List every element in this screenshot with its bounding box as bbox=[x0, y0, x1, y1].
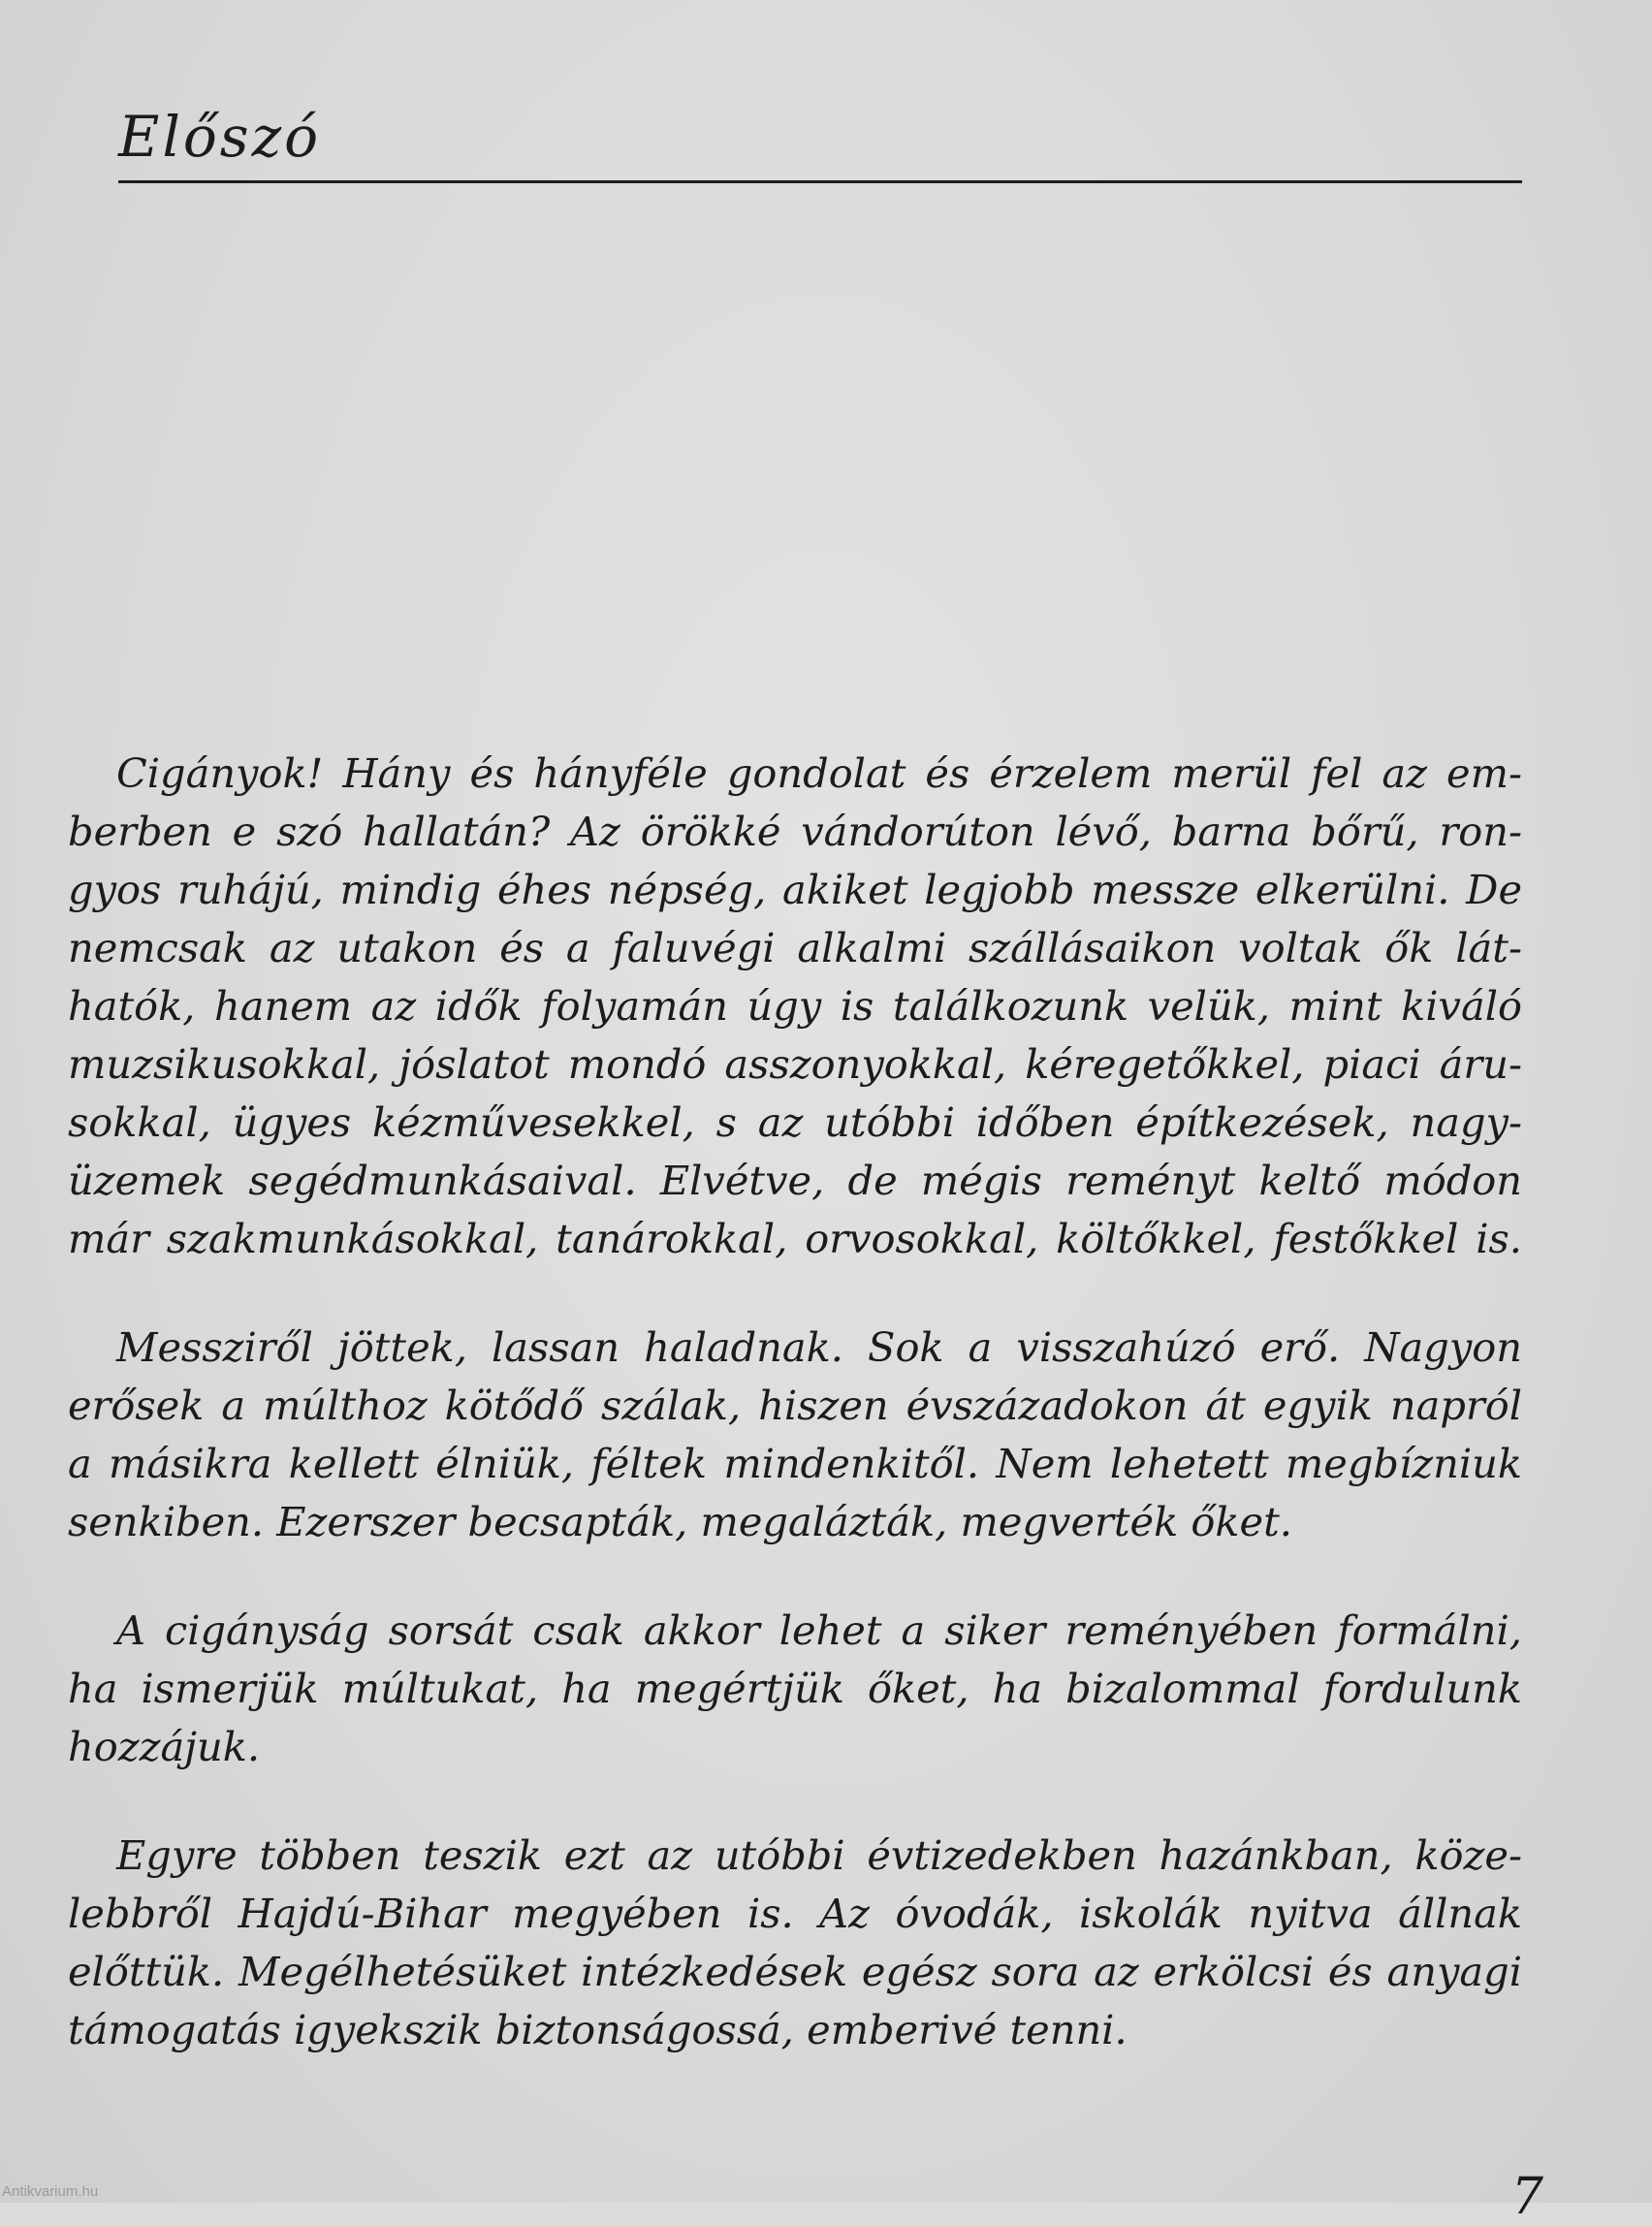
text-line: nemcsak az utakon és a faluvégi alkalmi szállásaikon voltak ők lát- bbox=[68, 924, 1522, 971]
text-line: erősek a múlthoz kötődő szálak, hiszen évszázadokon át egyik napról bbox=[68, 1382, 1522, 1429]
text-line: támogatás igyekszik biztonságossá, emberivé tenni. bbox=[68, 2006, 1128, 2053]
text-line: üzemek segédmunkásaival. Elvétve, de mégis reményt keltő módon bbox=[68, 1157, 1522, 1204]
paragraph-2 bbox=[68, 1319, 1522, 1551]
text-line: berben e szó hallatán? Az örökké vándorúton lévő, barna bőrű, ron- bbox=[68, 808, 1522, 855]
text-line: Egyre többen teszik ezt az utóbbi évtizedekben hazánkban, köze- bbox=[116, 1831, 1522, 1879]
paragraph-4 bbox=[68, 1827, 1522, 2059]
text-line: a másikra kellett élniük, féltek mindenkitől. Nem lehetett megbízniuk bbox=[68, 1440, 1522, 1487]
text-line: Messziről jöttek, lassan haladnak. Sok a visszahúzó erő. Nagyon bbox=[116, 1323, 1522, 1371]
paragraph-3 bbox=[68, 1602, 1522, 1776]
text-line: hozzájuk. bbox=[68, 1723, 261, 1770]
page-title: Előszó bbox=[118, 104, 322, 170]
watermark: Antikvarium.hu bbox=[2, 2183, 99, 2200]
title-underline-rule bbox=[118, 180, 1522, 183]
text-line: előttük. Megélhetésüket intézkedések egész sora az erkölcsi és anyagi bbox=[68, 1948, 1522, 1995]
text-line: Cigányok! Hány és hányféle gondolat és érzelem merül fel az em- bbox=[116, 749, 1522, 797]
text-line: senkiben. Ezerszer becsapták, megalázták, megverték őket. bbox=[68, 1498, 1292, 1545]
page-number: 7 bbox=[1510, 2168, 1543, 2226]
text-line: gyos ruhájú, mindig éhes népség, akiket legjobb messze elkerülni. De bbox=[68, 866, 1522, 913]
text-line: hatók, hanem az idők folyamán úgy is találkozunk velük, mint kiváló bbox=[68, 982, 1522, 1030]
text-line: lebbről Hajdú-Bihar megyében is. Az óvodák, iskolák nyitva állnak bbox=[68, 1890, 1522, 1937]
text-line: sokkal, ügyes kézművesekkel, s az utóbbi időben építkezések, nagy- bbox=[68, 1098, 1522, 1146]
body-text bbox=[68, 745, 1522, 2110]
text-line: A cigányság sorsát csak akkor lehet a siker reményében formálni, bbox=[116, 1606, 1522, 1654]
text-line: ha ismerjük múltukat, ha megértjük őket, ha bizalommal fordulunk bbox=[68, 1665, 1522, 1712]
text-line: már szakmunkásokkal, tanárokkal, orvosokkal, költőkkel, festőkkel is. bbox=[68, 1215, 1522, 1262]
paragraph-1 bbox=[68, 745, 1522, 1268]
text-line: muzsikusokkal, jóslatot mondó asszonyokkal, kéregetőkkel, piaci áru- bbox=[68, 1040, 1522, 1088]
